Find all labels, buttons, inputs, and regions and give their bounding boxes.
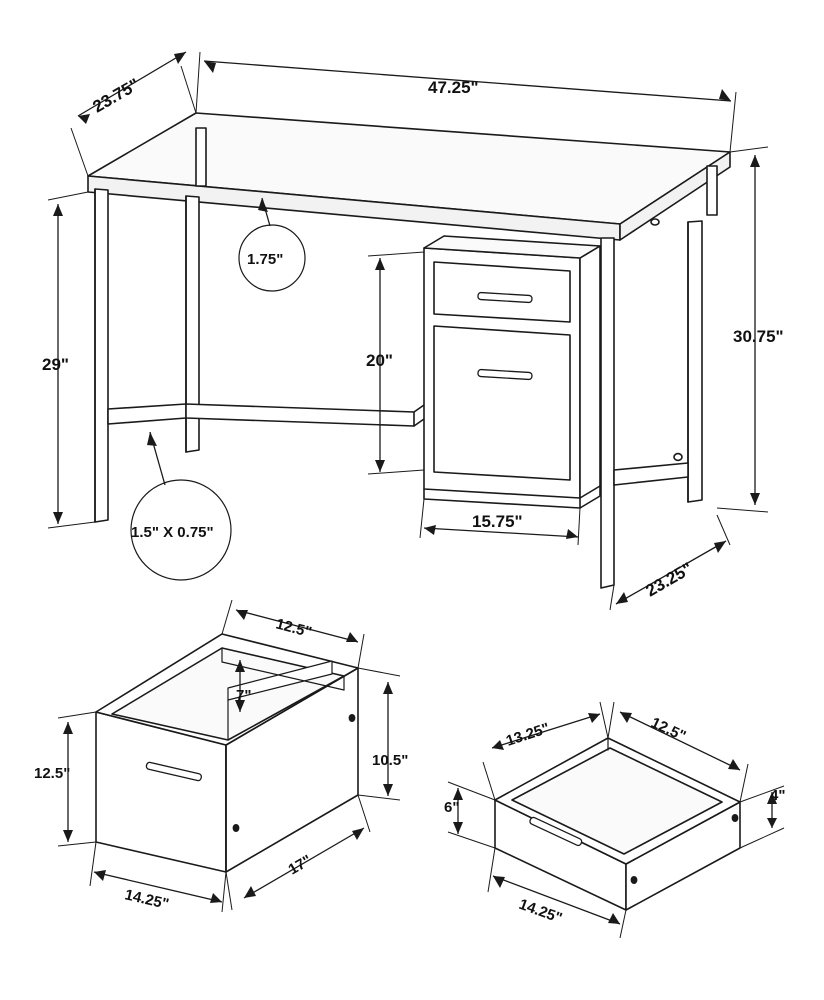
small-drawer-glide-dot-a [631,876,638,884]
small-drawer [444,702,785,938]
dim-label-small-side-depth: 13.25" [503,719,552,750]
dim-overall-height [717,147,784,512]
dim-label-large-depth: 17" [285,851,315,879]
dim-label-small-inner-height: 4" [770,787,786,804]
drawer-pedestal [424,236,600,508]
large-drawer [34,600,408,913]
large-drawer-glide-dot-a [233,824,240,832]
callout-tube-size [131,432,231,580]
desk-top [88,113,730,240]
dim-label-small-front-width: 14.25" [516,895,565,928]
dim-label-leg-height: 29" [42,355,69,374]
desk-assembly [42,52,784,610]
dim-small-front-height [444,782,495,848]
dim-label-side-depth: 23.25" [642,558,696,601]
dim-label-large-front-width: 14.25" [123,886,171,913]
dim-label-top-width: 47.25" [428,78,479,97]
dim-label-drawer-stack: 20" [366,351,393,370]
dim-leg-height [42,192,95,528]
small-drawer-glide-dot-b [732,814,739,822]
front-stretcher [186,404,424,426]
callout-label-tube-size: 1.5" X 0.75" [131,524,214,541]
dim-label-large-inner-height: 7" [236,687,252,704]
dim-label-small-front-height: 6" [444,799,460,816]
large-drawer-glide-dot-b [349,714,356,722]
dim-large-front-height [34,712,96,846]
dim-large-side-height [358,668,408,800]
fastener-dot-top [651,219,659,225]
dim-label-large-inner-width: 12.5" [273,615,314,642]
dim-label-small-inner-width: 12.5" [648,714,689,745]
dim-label-large-side-height: 10.5" [372,752,409,769]
callout-label-top-thickness: 1.75" [247,251,284,268]
dim-label-overall-height: 30.75" [733,327,784,346]
dim-label-large-front-height: 12.5" [34,765,71,782]
callout-top-thickness [239,198,305,291]
fastener-dot-side [674,454,682,461]
dim-label-top-depth: 23.75" [89,74,143,117]
dim-label-drawer-width: 15.75" [472,512,523,531]
dim-drawer-stack-height [366,252,424,474]
dim-side-depth [610,515,730,610]
dim-small-inner-height [740,786,785,848]
